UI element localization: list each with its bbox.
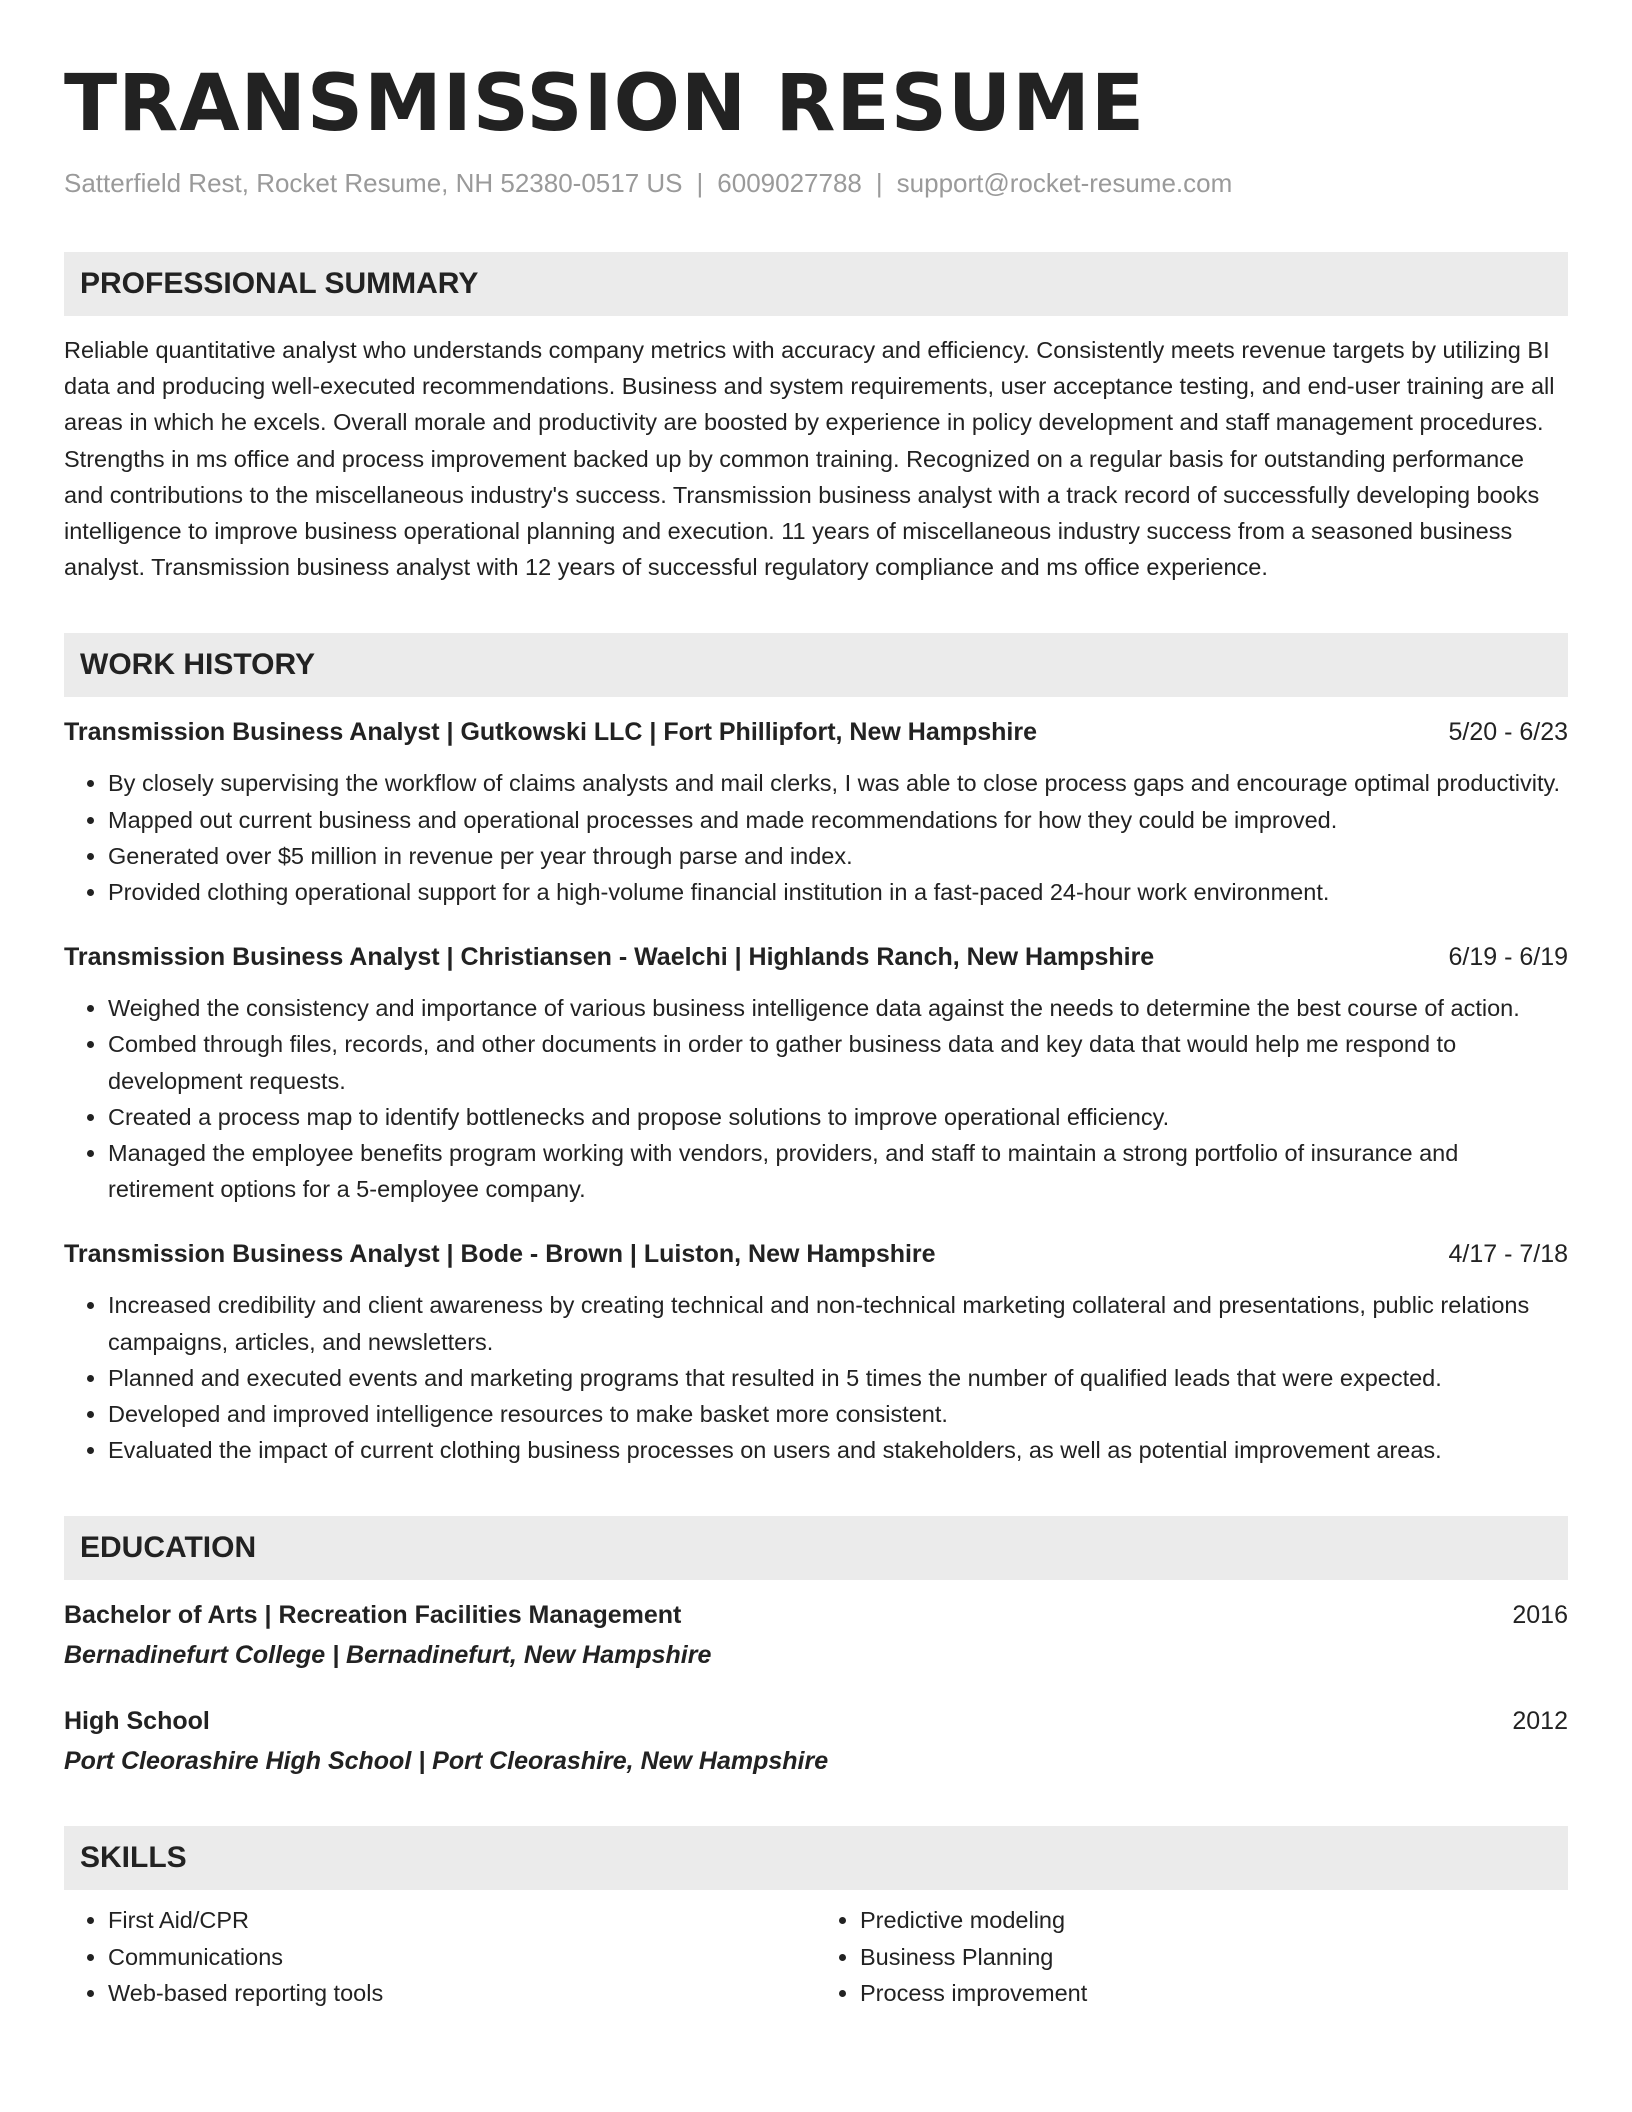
- section-header-education: EDUCATION: [64, 1516, 1568, 1580]
- job-bullet: • Weighed the consistency and importance of various business intelligence data against the needs to determine the best course of action.: [108, 990, 1568, 1026]
- education-year: 2012: [1512, 1707, 1568, 1736]
- job-header: [64, 1237, 1568, 1271]
- job-bullet: • Combed through files, records, and other documents in order to gather business data and key data that would help me respond to development requests.: [108, 1026, 1568, 1098]
- job-dates: 4/17 - 7/18: [1448, 1240, 1568, 1269]
- degree-title: Bachelor of Arts | Recreation Facilities Management: [64, 1601, 682, 1630]
- skill-item: • Business Planning: [860, 1939, 1568, 1975]
- skills-column-right: [816, 1902, 1568, 2011]
- job-bullets: [64, 1287, 1568, 1468]
- job-bullet: • Evaluated the impact of current clothing business processes on users and stakeholders, as well as potential improvement areas.: [108, 1432, 1568, 1468]
- job-bullet: • Managed the employee benefits program working with vendors, providers, and staff to maintain a strong portfolio of insurance and retirement options for a 5-employee company.: [108, 1135, 1568, 1207]
- degree-title: High School: [64, 1707, 210, 1736]
- education-header: [64, 1704, 1568, 1738]
- contact-separator: |: [875, 168, 883, 198]
- education-entry: [64, 1598, 1568, 1672]
- skills-column-left: [64, 1902, 816, 2011]
- resume-name: TRANSMISSION RESUME: [64, 59, 1146, 149]
- skill-item: • Web-based reporting tools: [108, 1975, 816, 2011]
- summary-text: Reliable quantitative analyst who understands company metrics with accuracy and efficiency. Consistently meets revenue targets by utilizing BI data and producing well-executed recommendations. Business and system requirements, user acceptance testing, and end-user training are all areas in which he excels. Overall morale and productivity are boosted by experience in policy development and staff management procedures. Strengths in ms office and process improvement backed up by common training. Recognized on a regular basis for outstanding performance and contributions to the miscellaneous industry's success. Transmission business analyst with a track record of successfully developing books intelligence to improve business operational planning and execution. 11 years of miscellaneous industry success from a seasoned business analyst. Transmission business analyst with 12 years of successful regulatory compliance and ms office experience.: [64, 337, 1555, 581]
- job-title: Transmission Business Analyst | Christiansen - Waelchi | Highlands Ranch, New Hampshire: [64, 943, 1155, 972]
- education-header: [64, 1598, 1568, 1632]
- education-year: 2016: [1512, 1601, 1568, 1630]
- job-title: Transmission Business Analyst | Gutkowski LLC | Fort Phillipfort, New Hampshire: [64, 718, 1037, 747]
- education-entry: [64, 1704, 1568, 1778]
- job-header: [64, 940, 1568, 974]
- contact-line: [64, 166, 1568, 200]
- school-name: Port Cleorashire High School | Port Cleorashire, New Hampshire: [64, 1747, 829, 1776]
- job-bullet: • Increased credibility and client awareness by creating technical and non-technical marketing collateral and presentations, public relations campaigns, articles, and newsletters.: [108, 1287, 1568, 1359]
- job-bullet: • Created a process map to identify bottlenecks and propose solutions to improve operational efficiency.: [108, 1099, 1568, 1135]
- job-bullet: • Provided clothing operational support for a high-volume financial institution in a fast-paced 24-hour work environment.: [108, 874, 1568, 910]
- section-header-work-history: WORK HISTORY: [64, 633, 1568, 697]
- job-entry: [64, 1237, 1568, 1468]
- job-bullet: • Generated over $5 million in revenue per year through parse and index.: [108, 838, 1568, 874]
- job-bullet: • Planned and executed events and marketing programs that resulted in 5 times the number of qualified leads that were expected.: [108, 1360, 1568, 1396]
- job-bullet: • Developed and improved intelligence resources to make basket more consistent.: [108, 1396, 1568, 1432]
- contact-address: Satterfield Rest, Rocket Resume, NH 52380-0517 US: [64, 168, 683, 198]
- job-dates: 5/20 - 6/23: [1448, 718, 1568, 747]
- job-entry: [64, 940, 1568, 1207]
- job-bullets: [64, 765, 1568, 910]
- job-bullet: • By closely supervising the workflow of claims analysts and mail clerks, I was able to close process gaps and encourage optimal productivity.: [108, 765, 1568, 801]
- section-header-skills: SKILLS: [64, 1826, 1568, 1890]
- job-bullets: [64, 990, 1568, 1207]
- skill-item: • Communications: [108, 1939, 816, 1975]
- contact-email: support@rocket-resume.com: [896, 168, 1233, 198]
- skills-list: [64, 1902, 1568, 2011]
- skill-item: • Predictive modeling: [860, 1902, 1568, 1938]
- contact-phone: 6009027788: [717, 168, 862, 198]
- job-bullet: • Mapped out current business and operational processes and made recommendations for how they could be improved.: [108, 802, 1568, 838]
- skill-item: • First Aid/CPR: [108, 1902, 816, 1938]
- job-entry: [64, 715, 1568, 910]
- job-title: Transmission Business Analyst | Bode - Brown | Luiston, New Hampshire: [64, 1240, 936, 1269]
- job-header: [64, 715, 1568, 749]
- contact-separator: |: [696, 168, 704, 198]
- skill-item: • Process improvement: [860, 1975, 1568, 2011]
- school-name: Bernadinefurt College | Bernadinefurt, New Hampshire: [64, 1641, 712, 1670]
- job-dates: 6/19 - 6/19: [1448, 943, 1568, 972]
- section-header-summary: PROFESSIONAL SUMMARY: [64, 252, 1568, 316]
